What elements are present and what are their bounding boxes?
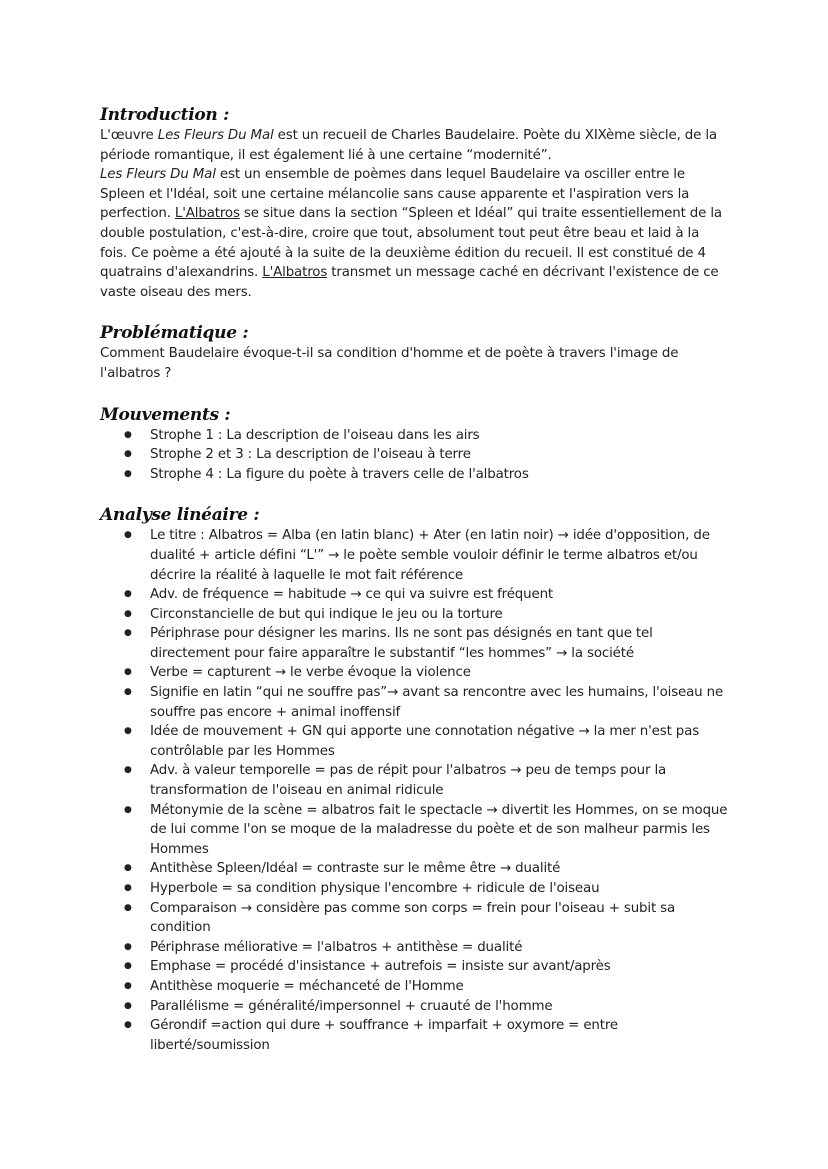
introduction-paragraph-1: L'œuvre Les Fleurs Du Mal est un recueil de Charles Baudelaire. Poète du XIXème siècle, de la période romantique, il est également lié à une certaine “modernité”. [100,128,717,163]
list-item: ● Métonymie de la scène = albatros fait le spectacle → divertit les Hommes, on se moque de lui comme l'on se moque de la maladresse du poète et de son malheur parmis les Hommes [150,801,730,860]
list-item: ● Adv. à valeur temporelle = pas de répit pour l'albatros → peu de temps pour la transformation de l'oiseau en animal ridicule [150,761,730,800]
analyse-list [100,526,730,1055]
problematique-text: Comment Baudelaire évoque-t-il sa condition d'homme et de poète à travers l'image de l'albatros ? [100,346,679,381]
list-item: ● Gérondif =action qui dure + souffrance + imparfait + oxymore = entre liberté/soumission [150,1016,730,1055]
analyse-section [100,504,730,1055]
list-item: ● Parallélisme = généralité/impersonnel + cruauté de l'homme [150,997,730,1017]
list-item: ● Verbe = capturent → le verbe évoque la violence [150,663,730,683]
list-item: ● Périphrase méliorative = l'albatros + antithèse = dualité [150,938,730,958]
book-title: Les Fleurs Du Mal [100,167,216,183]
list-item: ● Strophe 2 et 3 : La description de l'oiseau à terre [150,445,730,465]
list-item: ● Adv. de fréquence = habitude → ce qui va suivre est fréquent [150,585,730,605]
poem-title: L'Albatros [174,206,240,222]
list-item: ● Antithèse moquerie = méchanceté de l'Homme [150,977,730,997]
introduction-section [100,104,730,302]
list-item: ● Emphase = procédé d'insistance + autrefois = insiste sur avant/après [150,957,730,977]
list-item: ● Périphrase pour désigner les marins. Ils ne sont pas désignés en tant que tel directement pour faire apparaître le substantif “les hommes” → la société [150,624,730,663]
mouvements-list [100,426,730,485]
introduction-paragraph-2: Les Fleurs Du Mal est un ensemble de poèmes dans lequel Baudelaire va osciller entre le Spleen et l'Idéal, soit une certaine mélancolie sans cause apparente et l'aspiration vers la perfection. L'Albatros se situe dans la section “Spleen et Idéal” qui traite essentiellement de la double postulation, c'est-à-dire, croire que tout, absolument tout peut être beau et laid à la fois. Ce poème a été ajouté à la suite de la deuxième édition du recueil. Il est constitué de 4 quatrains d'alexandrins. L'Albatros transmet un message caché en décrivant l'existence de ce vaste oiseau des mers. [100,167,722,300]
introduction-heading: Introduction : [100,105,230,125]
list-item: ● Circonstancielle de but qui indique le jeu ou la torture [150,605,730,625]
list-item: ● Strophe 4 : La figure du poète à travers celle de l'albatros [150,465,730,485]
list-item: ● Hyperbole = sa condition physique l'encombre + ridicule de l'oiseau [150,879,730,899]
list-item: ● Idée de mouvement + GN qui apporte une connotation négative → la mer n'est pas contrôlable par les Hommes [150,722,730,761]
document-page [100,104,730,1075]
mouvements-section [100,404,730,485]
list-item: ● Le titre : Albatros = Alba (en latin blanc) + Ater (en latin noir) → idée d'opposition, de dualité + article défini “L'” → le poète semble vouloir définir le terme albatros et/ou décrire la réalité à laquelle le mot fait référence [150,526,730,585]
analyse-heading: Analyse linéaire : [100,505,260,526]
list-item: ● Comparaison → considère pas comme son corps = frein pour l'oiseau + subit sa condition [150,899,730,938]
mouvements-heading: Mouvements : [100,404,231,425]
list-item: ● Antithèse Spleen/Idéal = contraste sur le même être → dualité [150,859,730,879]
book-title: Les Fleurs Du Mal [157,128,274,143]
problematique-section [100,322,730,383]
list-item: ● Strophe 1 : La description de l'oiseau dans les airs [150,426,730,446]
list-item: ● Signifie en latin “qui ne souffre pas”→ avant sa rencontre avec les humains, l'oiseau ne souffre pas encore + animal inoffensif [150,683,730,722]
problematique-heading: Problématique : [100,323,249,344]
poem-title: L'Albatros [262,265,328,281]
